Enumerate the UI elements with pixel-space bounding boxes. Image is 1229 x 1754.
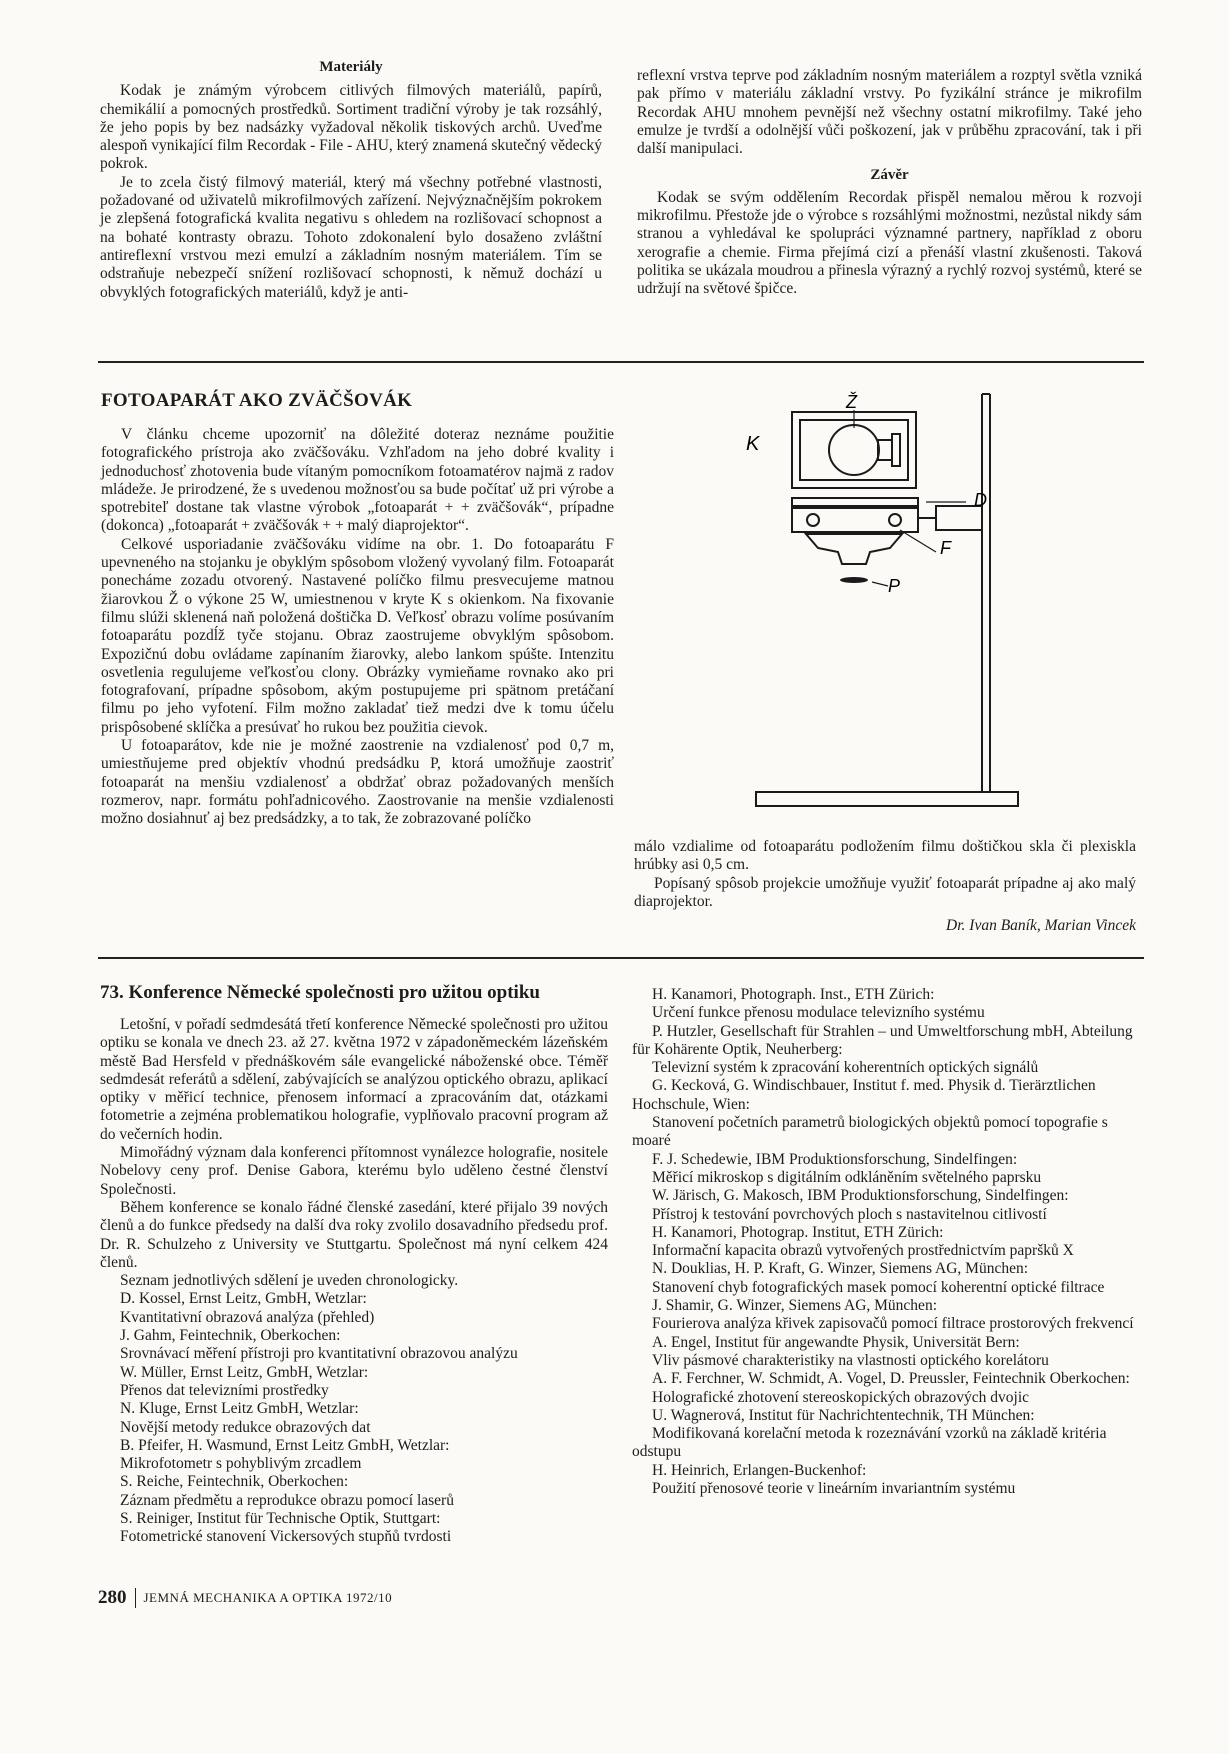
list-item: J. Shamir, G. Winzer, Siemens AG, München: xyxy=(652,1297,937,1315)
author-signature: Dr. Ivan Baník, Marian Vincek xyxy=(946,917,1136,935)
list-item: Stanovení početních parametrů biologických objektů pomocí topografie s moaré xyxy=(632,1114,1108,1150)
section-heading-materialy: Materiály xyxy=(319,59,383,75)
list-item: Fourierova analýza křivek zapisovačů pomocí filtrace prostorových frekvencí xyxy=(652,1315,1134,1333)
paragraph: Během konference se konalo řádné členské zasedání, které přijalo 39 nových členů a do funkce předsedy na další dva roky zvolilo dosavadního předsedu prof. Dr. R. Schulzeho z University ve Stuttgartu. Společnost má nyní celkem 424 členů. xyxy=(100,1198,608,1271)
list-item: B. Pfeifer, H. Wasmund, Ernst Leitz GmbH, Wetzlar: xyxy=(120,1436,450,1454)
paragraph: Kodak se svým oddělením Recordak přispěl nemalou měrou k rozvoji mikrofilmu. Přestože jde o výrobce s rozsáhlými možnostmi, nezůstal nikdy sám stranou a vyhledával ke spolupráci významné partnery, například z oboru xerografie a chemie. Firma přejímá cizí a přenáší vlastní zkušenosti. Taková politika se ukázala moudrou a přinesla výrazný a rychlý rozvoj systémů, které se udržují na světové špičce. xyxy=(637,188,1142,298)
list-item: W. Müller, Ernst Leitz, GmbH, Wetzlar: xyxy=(120,1363,369,1381)
page-footer xyxy=(98,1587,392,1609)
paragraph: Celkové usporiadanie zväčšováku vidíme na obr. 1. Do fotoaparátu F upevneného na stojanku je obyklým spôsobom vložený vyvolaný film. Fotoaparát ponecháme zozadu otvorený. Nastavené políčko filmu presvecujeme matnou žiarovkou Ž o výkone 25 W, umiestnenou v kryte K s okienkom. Na fixovanie filmu slúži sklenená naň položená doštička D. Veľkosť obrazu volíme posúvaním fotoaparátu pozdĺž tyče stojanu. Obraz zaostrujeme obvyklým spôsobom. Expozičnú dobu ovládame zapínaním žiarovky, alebo lankom spúšte. Intenzitu osvetlenia regulujeme veľkosťou clony. Obrázky vymieňame rovnako ako pri fotografovaní, prípadne spôsobom, akým postupujeme pri spätnom pretáčaní filmu po jeho vyfotení. Film možno zakladať tiež medzi dve k tomu účelu prispôsobené sklíčka a presúvať ho rukou bez použitia cievok. xyxy=(101,535,614,736)
section-divider xyxy=(98,361,1144,363)
paragraph: Popísaný spôsob projekcie umožňuje využiť fotoaparát prípadne aj ako malý diaprojektor. xyxy=(634,874,1136,910)
list-item: Kvantitativní obrazová analýza (přehled) xyxy=(120,1308,375,1326)
paragraph: Mimořádný význam dala konferenci přítomnost vynálezce holografie, nositele Nobelovy ceny prof. Denise Gabora, kterému bylo uděleno čestné členství Společnosti. xyxy=(100,1144,608,1198)
list-item: N. Douklias, H. P. Kraft, G. Winzer, Siemens AG, München: xyxy=(652,1260,1029,1278)
list-item: Informační kapacita obrazů vytvořených prostřednictvím papršků X xyxy=(652,1242,1074,1260)
paragraph: málo vzdialime od fotoaparátu podložením filmu doštičkou skla či plexiskla hrúbky asi 0,5 cm. xyxy=(634,838,1136,874)
list-item: Fotometrické stanovení Vickersových stupňů tvrdosti xyxy=(120,1528,452,1546)
figure-label-f: F xyxy=(940,538,951,558)
list-item: A. F. Ferchner, W. Schmidt, A. Vogel, D. Preussler, Feintechnik Oberkochen: xyxy=(652,1370,1130,1388)
paragraph: reflexní vrstva teprve pod základním nosným materiálem a rozptyl světla vzniká pak přímo v materiálu základní vrstvy. Po fyzikální stránce je mikrofilm Recordak AHU mnohem pevnější než všechny ostatní mikrofilmy. Také jeho emulze je tvrdší a odolnější vůči poškození, jak v průběhu zpracování, tak i při další manipulaci. xyxy=(637,67,1142,158)
article2-left-column xyxy=(101,426,614,829)
figure-label-k: K xyxy=(746,433,760,455)
list-item: Mikrofotometr s pohyblivým zrcadlem xyxy=(120,1455,362,1473)
list-item: W. Järisch, G. Makosch, IBM Produktionsforschung, Sindelfingen: xyxy=(652,1187,1069,1205)
article3-left-column xyxy=(100,1016,608,1547)
footer-divider xyxy=(135,1588,136,1608)
figure-label-z: Ž xyxy=(846,392,857,412)
list-item: H. Kanamori, Photograph. Inst., ETH Zürich: xyxy=(652,986,935,1003)
figure-label-p: P xyxy=(888,576,901,596)
paragraph: U fotoaparátov, kde nie je možné zaostrenie na vzdialenosť pod 0,7 m, umiestňujeme pred objektív vhodnú predsádku P, ktorá umožňuje zaostriť fotoaparát na menšiu vzdialenosť a obdržať obraz požadovaných menších rozmerov, napr. formátu pohľadnicového. Zaostrovanie na menšie vzdialenosti možno dosiahnuť aj bez predsádzky, a to tak, že zobrazované políčko xyxy=(101,737,614,828)
journal-name: JEMNÁ MECHANIKA A OPTIKA 1972/10 xyxy=(143,1590,393,1605)
enlarger-figure xyxy=(740,390,1060,820)
list-item: Stanovení chyb fotografických masek pomocí koherentní optické filtrace xyxy=(652,1278,1105,1296)
top-right-column xyxy=(637,67,1142,299)
list-item: S. Reiniger, Institut für Technische Optik, Stuttgart: xyxy=(120,1510,441,1528)
list-item: P. Hutzler, Gesellschaft für Strahlen – und Umweltforschung mbH, Abteilung für Kohärente Optik, Neuherberg: xyxy=(632,1022,1133,1058)
paragraph: Kodak je známým výrobcem citlivých filmových materiálů, papírů, chemikálií a pomocných prostředků. Sortiment tradiční výroby je tak rozsáhlý, že jeho popis by bez nadsázky vyžadoval několik tiskových archů. Uveďme alespoň vynikající film Recordak - File - AHU, který znamená skutečný vědecký pokrok. xyxy=(100,82,602,173)
top-left-column xyxy=(100,58,602,302)
list-item: Měřicí mikroskop s digitálním odkláněním světelného paprsku xyxy=(652,1168,1042,1186)
list-item: A. Engel, Institut für angewandte Physik, Universität Bern: xyxy=(652,1333,1020,1351)
list-item: Seznam jednotlivých sdělení je uveden chronologicky. xyxy=(120,1272,459,1290)
list-item: Použití přenosové teorie v lineárním invariantním systému xyxy=(652,1480,1016,1498)
list-item: Přenos dat televizními prostředky xyxy=(120,1381,329,1399)
paragraph: V článku chceme upozorniť na dôležité doteraz neznáme použitie fotografického prístroja ako zväčšováku. Vzhľadom na jeho dobré kvality i jednoduchosť zhotovenia bude vítaným pomocníkom fotoamatérov najmä z radov mládeže. Je prirodzené, že s uvedenou možnosťou sa bude počítať už pri výrobe a spotrebiteľ dostane tak vlastne výrobok „fotoaparát + + zväčšovák“, prípadne (dokonca) „fotoaparát + zväčšovák + + malý diaprojektor“. xyxy=(101,426,614,535)
list-item: D. Kossel, Ernst Leitz, GmbH, Wetzlar: xyxy=(120,1290,367,1308)
list-item: Přístroj k testování povrchových ploch s nastavitelnou citlivostí xyxy=(652,1205,1047,1223)
list-item: Určení funkce přenosu modulace televizního systému xyxy=(652,1004,985,1022)
list-item: U. Wagnerová, Institut für Nachrichtentechnik, TH München: xyxy=(652,1406,1035,1424)
section-heading-zaver: Závěr xyxy=(870,167,909,184)
article3-right-column xyxy=(632,986,1142,1498)
list-item: H. Kanamori, Photograp. Institut, ETH Zürich: xyxy=(652,1223,944,1241)
list-item: Srovnávací měření přístroji pro kvantitativní obrazovou analýzu xyxy=(120,1345,518,1363)
article-title: FOTOAPARÁT AKO ZVÄČŠOVÁK xyxy=(101,390,413,411)
list-item: J. Gahm, Feintechnik, Oberkochen: xyxy=(120,1327,341,1345)
section-divider xyxy=(98,957,1144,959)
list-item: F. J. Schedewie, IBM Produktionsforschung, Sindelfingen: xyxy=(652,1150,1018,1168)
list-item: H. Heinrich, Erlangen-Buckenhof: xyxy=(652,1461,867,1479)
list-item: G. Kecková, G. Windischbauer, Institut f. med. Physik d. Tierärztlichen Hochschule, Wien: xyxy=(632,1077,1096,1113)
list-item: Holografické zhotovení stereoskopických obrazových dvojic xyxy=(652,1388,1030,1406)
list-item: Televizní systém k zpracování koherentních optických signálů xyxy=(652,1059,1039,1077)
list-item: Záznam předmětu a reprodukce obrazu pomocí laserů xyxy=(120,1491,454,1509)
list-item: Novější metody redukce obrazových dat xyxy=(120,1418,371,1436)
article-title: 73. Konference Německé společnosti pro užitou optiku xyxy=(100,982,540,1003)
paragraph: Je to zcela čistý filmový materiál, který má všechny potřebné vlastnosti, požadované od uživatelů mikrofilmových zařízení. Nejvýznačnějším pokrokem je zlepšená fotografická kvalita negativu s ohledem na rozlišovací schopnost a na bohaté kontrasty obrazu. Tohoto zdokonalení bylo dosaženo zvláštní antireflexní vrstvou mezi emulzí a základním nosným materiálem. Tím se odstraňuje nebezpečí snížení rozlišovací schopnosti, k němuž dochází u obvyklých fotografických materiálů, když je anti- xyxy=(100,173,602,301)
list-item: N. Kluge, Ernst Leitz GmbH, Wetzlar: xyxy=(120,1400,359,1418)
list-item: Modifikovaná korelační metoda k rozeznávání vzorků na základě kritéria odstupu xyxy=(632,1425,1107,1461)
article2-right-column xyxy=(634,838,1136,935)
list-item: Vliv pásmové charakteristiky na vlastnosti optického korelátoru xyxy=(652,1351,1049,1369)
page-number: 280 xyxy=(98,1587,127,1608)
paragraph: Letošní, v pořadí sedmdesátá třetí konference Německé společnosti pro užitou optiku se konala ve dnech 23. až 27. května 1972 v západoněmeckém lázeňském městě Bad Hersfeld v přednáškovém sále evangelické náboženské obce. Téměř sedmdesát referátů a sdělení, zabývajících se analýzou optického obrazu, aplikací optiky v měřicí technice, přenosem informací a zpracováním dat, otázkami fotometrie a zejména problematikou holografie, vyplňovalo pracovní program až do večerních hodin. xyxy=(100,1016,608,1143)
figure-label-d: D xyxy=(974,490,987,510)
list-item: S. Reiche, Feintechnik, Oberkochen: xyxy=(120,1473,349,1491)
